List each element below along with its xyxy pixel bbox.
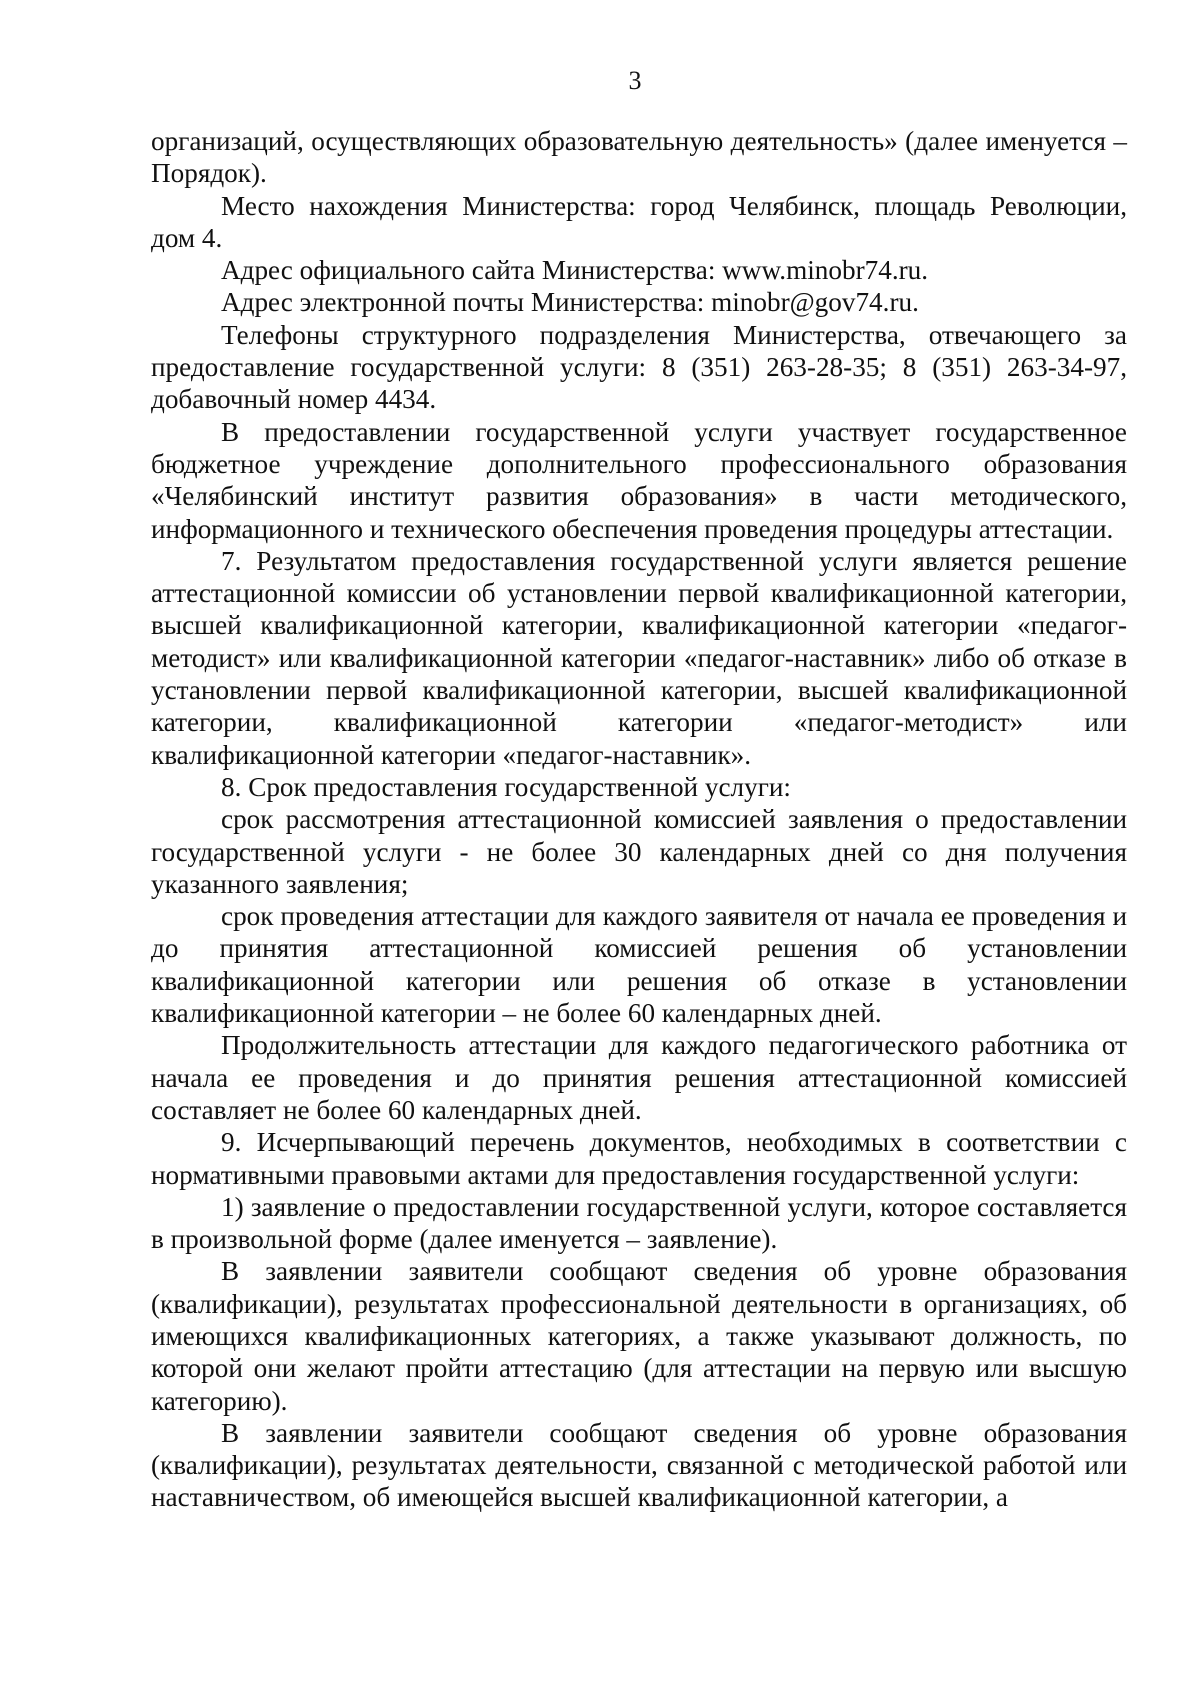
paragraph-duration: Продолжительность аттестации для каждого педагогического работника от начала ее проведения и до принятия решения аттестационной комиссией составляет не более 60 календарных дней. <box>151 1030 1127 1125</box>
page-number: 3 <box>628 66 642 95</box>
paragraph-item-7: 7. Результатом предоставления государственной услуги является решение аттестационной комиссии об установлении первой квалификационной категории, высшей квалификационной категории, квалификационной категории «педагог-методист» или квалификационной категории «педагог-наставник» либо об отказе в установлении первой квалификационной категории, высшей квалификационной категории, квалификационной категории «педагог-методист» или квалификационной категории «педагог-наставник». <box>151 545 1127 770</box>
paragraph-participant: В предоставлении государственной услуги участвует государственное бюджетное учреждение дополнительного профессионального образования «Челябинский институт развития образования» в части методического, информационного и технического обеспечения проведения процедуры аттестации. <box>151 416 1127 544</box>
paragraph-continuation: организаций, осуществляющих образовательную деятельность» (далее именуется – Порядок). <box>151 126 1127 189</box>
paragraph-application-info: В заявлении заявители сообщают сведения об уровне образования (квалификации), результатах профессиональной деятельности в организациях, об имеющихся квалификационных категориях, а также указывают должность, по которой они желают пройти аттестацию (для аттестации на первую или высшую категорию). <box>151 1256 1127 1416</box>
paragraph-term-review: срок рассмотрения аттестационной комиссией заявления о предоставлении государственной услуги - не более 30 календарных дней со дня получения указанного заявления; <box>151 804 1127 899</box>
paragraph-item-9: 9. Исчерпывающий перечень документов, необходимых в соответствии с нормативными правовыми актами для предоставления государственной услуги: <box>151 1127 1127 1190</box>
paragraph-email: Адрес электронной почты Министерства: minobr@gov74.ru. <box>221 287 919 318</box>
paragraph-application-info-2: В заявлении заявители сообщают сведения об уровне образования (квалификации), результатах деятельности, связанной с методической работой или наставничеством, об имеющейся высшей квалификационной категории, а <box>151 1417 1127 1513</box>
paragraph-subitem-1: 1) заявление о предоставлении государственной услуги, которое составляется в произвольной форме (далее именуется – заявление). <box>151 1191 1127 1255</box>
paragraph-website: Адрес официального сайта Министерства: www.minobr74.ru. <box>221 255 929 286</box>
paragraph-location: Место нахождения Министерства: город Челябинск, площадь Революции, дом 4. <box>151 190 1127 253</box>
paragraph-term-attestation: срок проведения аттестации для каждого заявителя от начала ее проведения и до принятия аттестационной комиссией решения об установлении квалификационной категории или решения об отказе в установлении квалификационной категории – не более 60 календарных дней. <box>151 901 1127 1029</box>
paragraph-phones: Телефоны структурного подразделения Министерства, отвечающего за предоставление государственной услуги: 8 (351) 263-28-35; 8 (351) 263-34-97, добавочный номер 4434. <box>151 319 1127 415</box>
document-body <box>151 125 1127 1514</box>
paragraph-item-8: 8. Срок предоставления государственной услуги: <box>221 771 791 802</box>
